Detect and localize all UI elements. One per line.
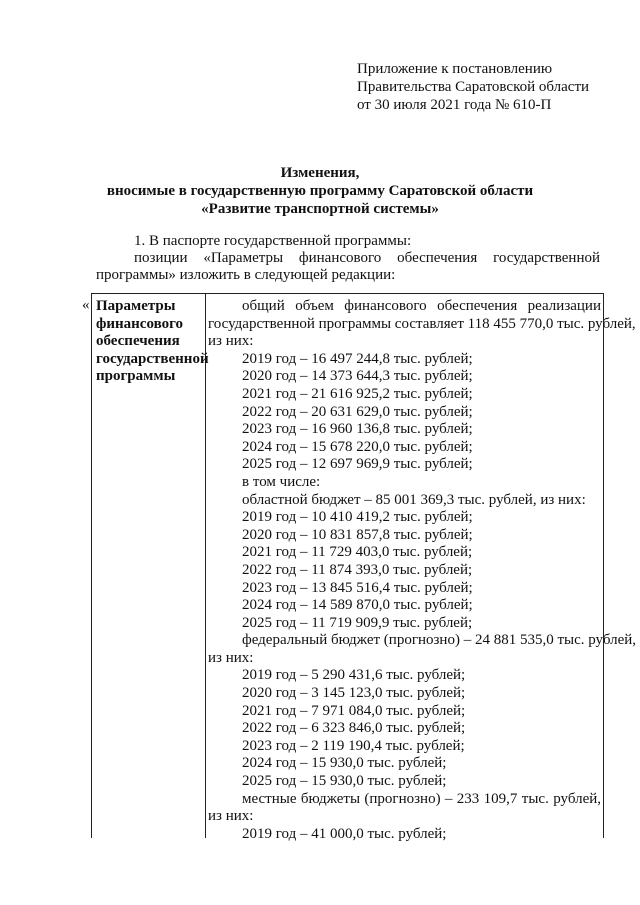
intro-paragraph: [96, 233, 600, 284]
including-label: в том числе:: [242, 473, 321, 490]
opening-quote: «: [82, 297, 90, 313]
year-line: 2019 год – 41 000,0 тыс. рублей;: [242, 825, 447, 842]
local-budget-text: из них:: [208, 808, 254, 825]
year-line: 2019 год – 10 410 419,2 тыс. рублей;: [242, 509, 473, 526]
appendix-line: Правительства Саратовской области: [357, 79, 590, 95]
intro-item: 1. В паспорте государственной программы:: [134, 233, 412, 249]
intro-position-line: позиции «Параметры финансового обеспечения государственной: [134, 250, 600, 266]
regional-budget-text: областной бюджет – 85 001 369,3 тыс. рублей, из них:: [242, 491, 586, 508]
total-text: государственной программы составляет 118 455 770,0 тыс. рублей,: [208, 315, 636, 332]
year-line: 2023 год – 13 845 516,4 тыс. рублей;: [242, 579, 473, 596]
year-line: 2024 год – 15 930,0 тыс. рублей;: [242, 755, 447, 772]
year-line: 2019 год – 5 290 431,6 тыс. рублей;: [242, 667, 466, 684]
appendix-line: Приложение к постановлению: [357, 61, 553, 77]
row-header-line: государственной: [96, 350, 209, 367]
year-line: 2021 год – 21 616 925,2 тыс. рублей;: [242, 385, 473, 402]
appendix-line: от 30 июля 2021 года № 610-П: [357, 97, 552, 113]
total-text: общий объем финансового обеспечения реализации: [242, 298, 601, 314]
year-line: 2021 год – 7 971 084,0 тыс. рублей;: [242, 702, 466, 719]
intro-position-line: программы» изложить в следующей редакции:: [96, 267, 396, 283]
year-line: 2019 год – 16 497 244,8 тыс. рублей;: [242, 350, 473, 367]
appendix-note: [357, 60, 589, 114]
year-line: 2024 год – 15 678 220,0 тыс. рублей;: [242, 438, 473, 455]
row-header-line: программы: [96, 368, 176, 384]
row-content-cell: [208, 294, 637, 842]
year-line: 2020 год – 14 373 644,3 тыс. рублей;: [242, 368, 473, 385]
row-header-cell: [92, 294, 209, 838]
row-header-line: обеспечения: [96, 333, 180, 349]
title-line: Изменения,: [280, 165, 360, 181]
year-line: 2021 год – 11 729 403,0 тыс. рублей;: [242, 544, 473, 561]
federal-budget-text: федеральный бюджет (прогнозно) – 24 881 535,0 тыс. рублей,: [242, 632, 637, 649]
year-line: 2025 год – 12 697 969,9 тыс. рублей;: [242, 456, 473, 473]
year-line: 2025 год – 15 930,0 тыс. рублей;: [242, 773, 447, 790]
year-line: 2020 год – 3 145 123,0 тыс. рублей;: [242, 685, 466, 702]
year-line: 2024 год – 14 589 870,0 тыс. рублей;: [242, 597, 473, 614]
title-line: «Развитие транспортной системы»: [201, 201, 439, 217]
row-header-line: финансового: [96, 315, 184, 332]
local-budget-text: местные бюджеты (прогнозно) – 233 109,7 тыс. рублей,: [242, 790, 601, 807]
parameters-table: [91, 293, 637, 842]
total-text: из них:: [208, 333, 254, 350]
year-line: 2025 год – 11 719 909,9 тыс. рублей;: [242, 614, 473, 631]
year-line: 2023 год – 16 960 136,8 тыс. рублей;: [242, 421, 473, 438]
year-line: 2020 год – 10 831 857,8 тыс. рублей;: [242, 526, 473, 543]
year-line: 2022 год – 6 323 846,0 тыс. рублей;: [242, 720, 466, 737]
year-line: 2022 год – 20 631 629,0 тыс. рублей;: [242, 403, 473, 420]
year-line: 2023 год – 2 119 190,4 тыс. рублей;: [242, 737, 465, 754]
document-title: [0, 164, 640, 218]
row-header-line: Параметры: [96, 298, 176, 314]
federal-budget-text: из них:: [208, 649, 254, 666]
year-line: 2022 год – 11 874 393,0 тыс. рублей;: [242, 561, 473, 578]
title-line: вносимые в государственную программу Саратовской области: [106, 183, 534, 199]
